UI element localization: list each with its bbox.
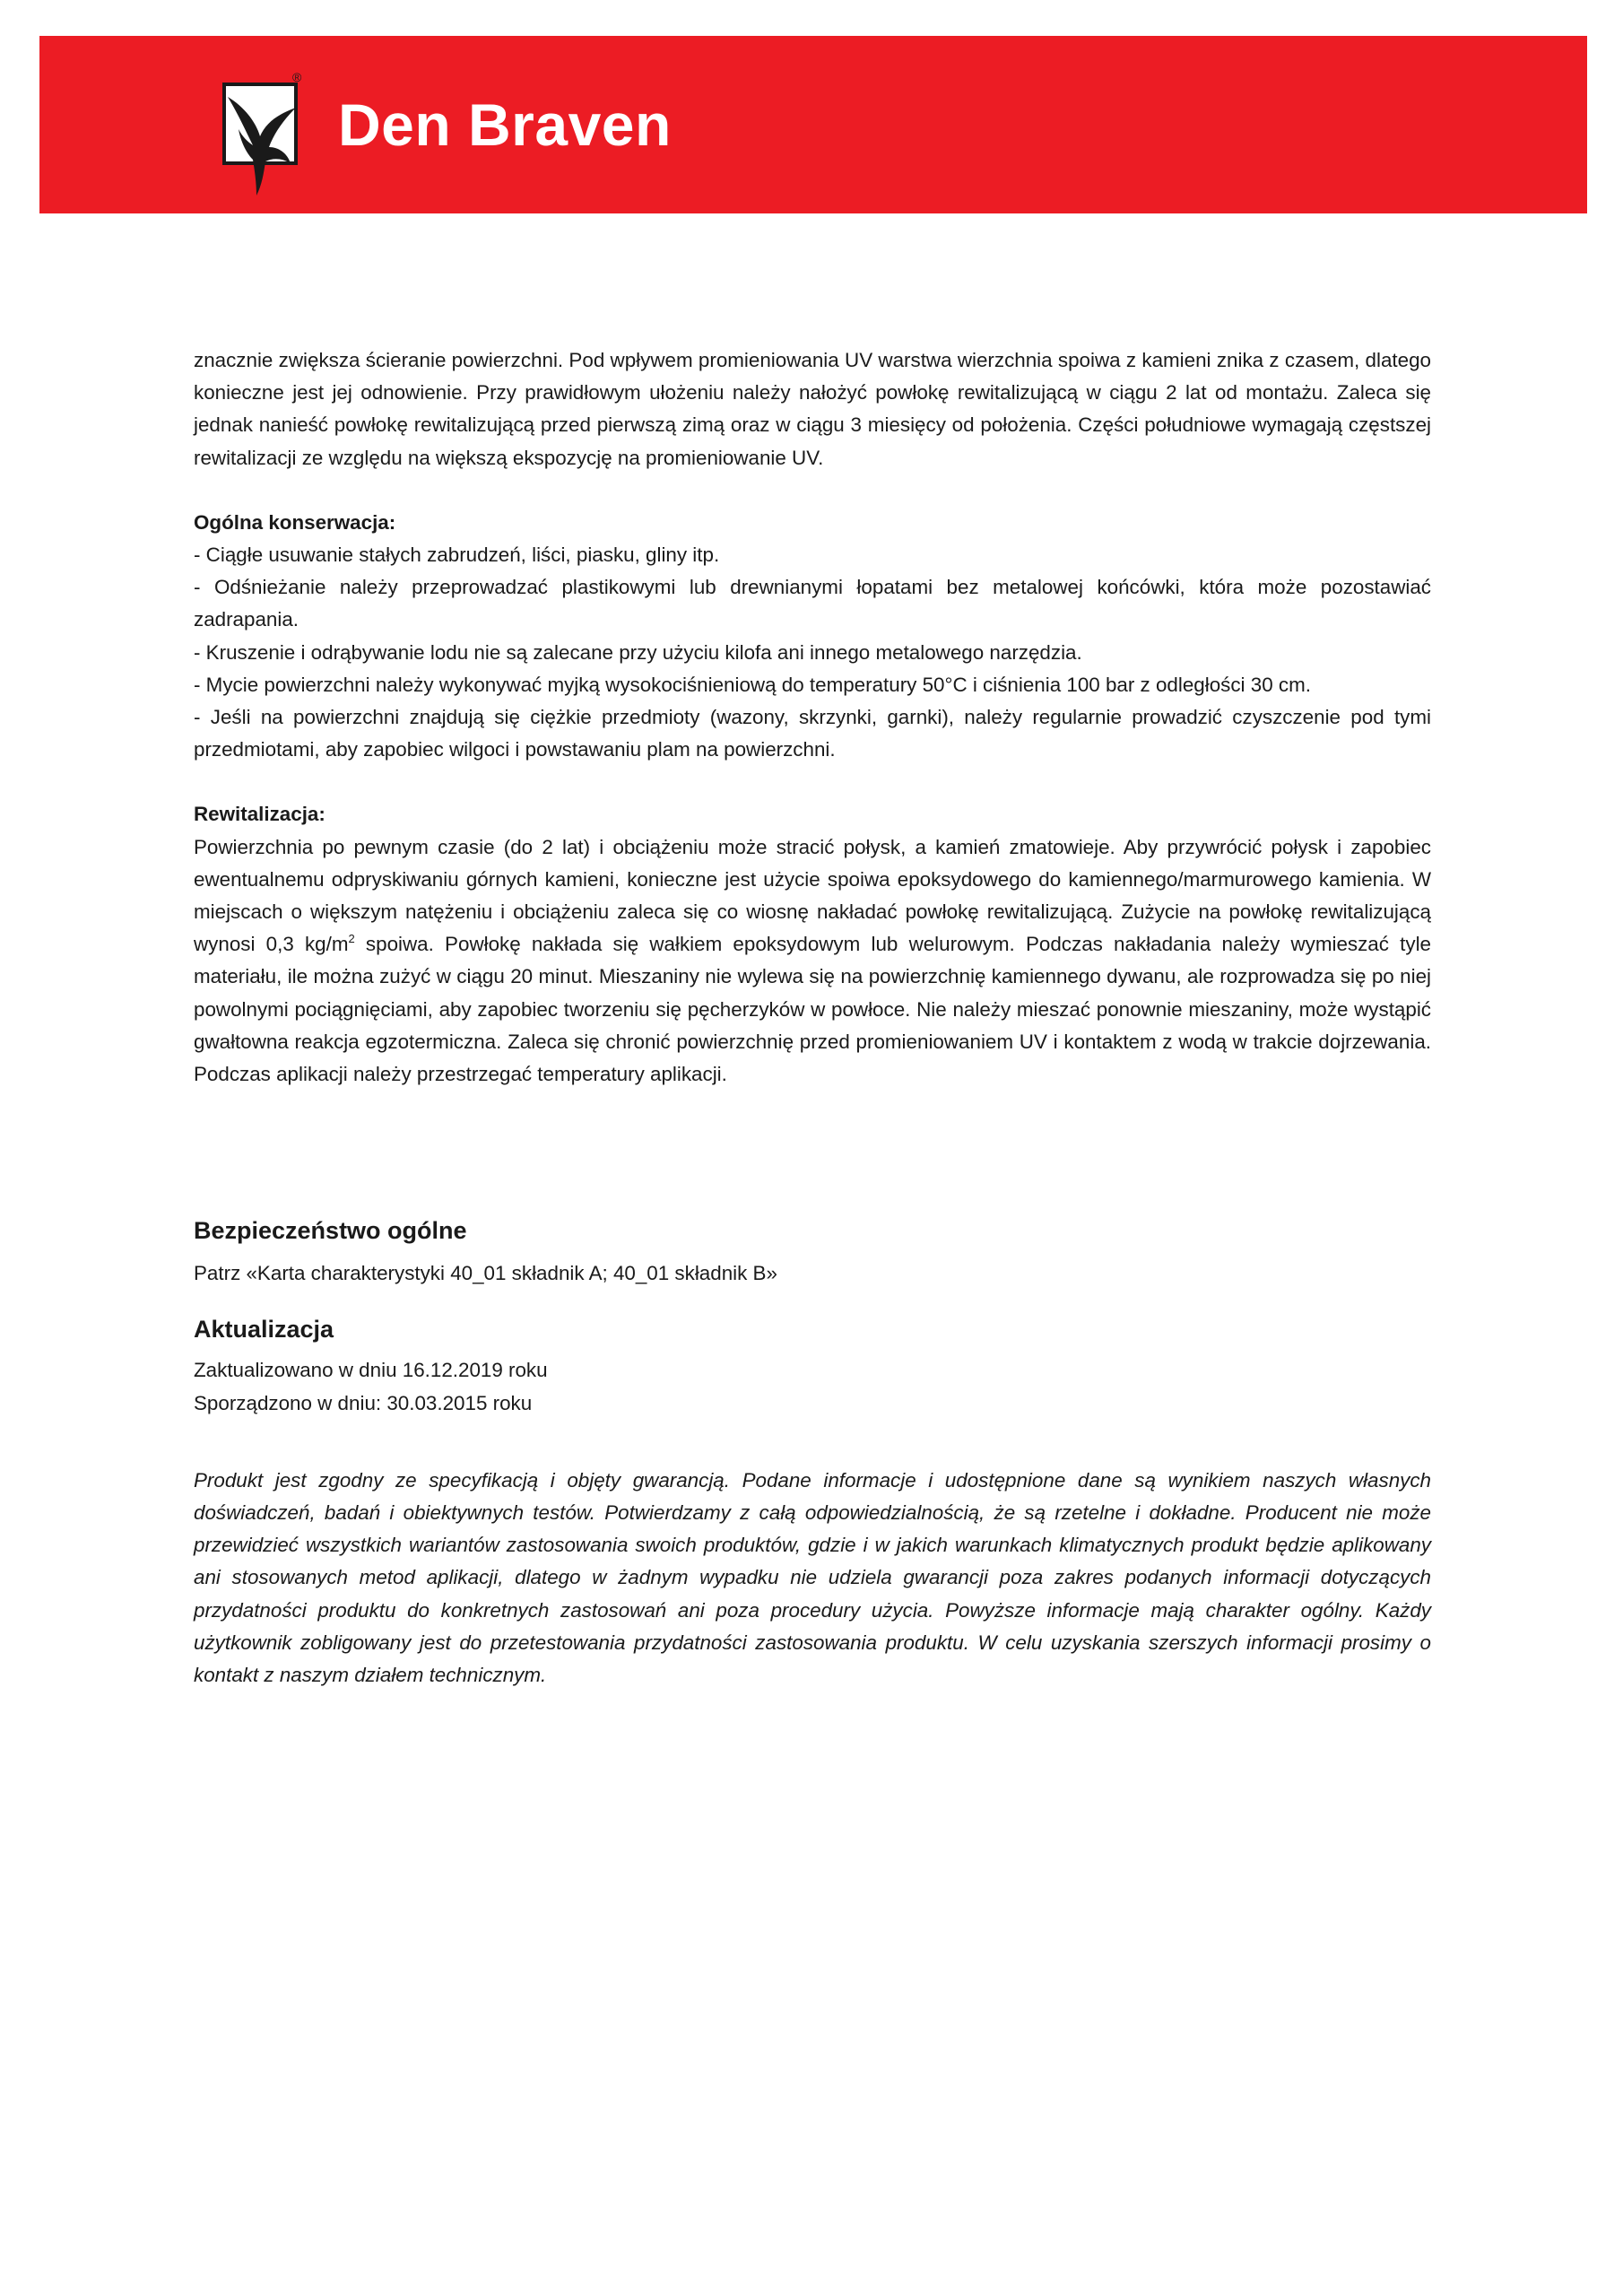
revitalization-title: Rewitalizacja:: [194, 803, 325, 826]
disclaimer: Produkt jest zgodny ze specyfikacją i objęty gwarancją. Podane informacje i udostępnione dane są wynikiem naszych własnych doświadczeń, badań i obiektywnych testów. Potwierdzamy z całą odpowiedzialnością, że są rzetelne i dokładne. Producent nie może przewidzieć wszystkich wariantów zastosowania swoich produktów, gdzie i w jakich warunkach klimatycznych produkt będzie aplikowany ani stosowanych metod aplikacji, dlatego w żadnym wypadku nie udziela gwarancji poza zakres podanych informacji dotyczących przydatności produktu do konkretnych zastosowań ani poza procedury użycia. Powyższe informacje mają charakter ogólny. Każdy użytkownik zobligowany jest do przetestowania przydatności zastosowania produktu. W celu uzyskania szerszych informacji prosimy o kontakt z naszym działem technicznym.: [194, 1468, 1431, 1687]
registered-mark: ®: [292, 70, 302, 84]
list-item: - Ciągłe usuwanie stałych zabrudzeń, liści, piasku, gliny itp.: [194, 544, 720, 567]
document-body: [194, 344, 1431, 1692]
revitalization-text-2: spoiwa. Powłokę nakłada się wałkiem epoksydowym lub welurowym. Podczas nakładania należy wymieszać tyle materiału, ile można zużyć w ciągu 20 minut. Mieszaniny nie wylewa się na powierzchnię kamiennego dywanu, ale rozprowadza się po niej powolnymi pociągnięciami, aby zapobiec tworzeniu się pęcherzyków w powłoce. Nie należy mieszać ponownie mieszaniny, może wystąpić gwałtowna reakcja egzotermiczna. Zaleca się chronić powierzchnię przed promieniowaniem UV i kontaktem z wodą w trakcie dojrzewania. Podczas aplikacji należy przestrzegać temperatury aplikacji.: [194, 933, 1432, 1086]
safety-text: Patrz «Karta charakterystyki 40_01 składnik A; 40_01 składnik B»: [194, 1262, 777, 1285]
list-item: - Jeśli na powierzchni znajdują się ciężkie przedmioty (wazony, skrzynki, garnki), należy regularnie prowadzić czyszczenie pod tymi przedmiotami, aby zapobiec wilgoci i powstawaniu plam na powierzchni.: [194, 706, 1431, 761]
intro-paragraph: znacznie zwiększa ścieranie powierzchni. Pod wpływem promieniowania UV warstwa wierzchnia spoiwa z kamieni znika z czasem, dlatego konieczne jest jej odnowienie. Przy prawidłowym ułożeniu należy nałożyć powłokę rewitalizującą w ciągu 2 lat od montażu. Zaleca się jednak nanieść powłokę rewitalizującą przed pierwszą zimą oraz w ciągu 3 miesięcy od położenia. Części południowe wymagają częstszej rewitalizacji ze względu na większą ekspozycję na promieniowanie UV.: [194, 349, 1431, 469]
prepared-date: Sporządzono w dniu: 30.03.2015 roku: [194, 1391, 533, 1414]
revitalization-text-1: Powierzchnia po pewnym czasie (do 2 lat) i obciążeniu może stracić połysk, a kamień zmatowieje. Aby przywrócić połysk i zapobiec ewentualnemu odpryskiwaniu górnych kamieni, konieczne jest użycie spoiwa epoksydowego do kamiennego/marmurowego kamienia. W miejscach o większym natężeniu i obciążeniu zaleca się co wiosnę nakładać powłokę rewitalizującą. Zużycie na powłokę rewitalizującą wynosi 0,3 kg/m: [194, 835, 1431, 956]
brand-name: Den Braven: [338, 91, 672, 158]
list-item: - Mycie powierzchni należy wykonywać myjką wysokociśnieniową do temperatury 50°C i ciśnienia 100 bar z odległości 30 cm.: [194, 673, 1311, 696]
list-item: - Odśnieżanie należy przeprowadzać plastikowymi lub drewnianymi łopatami bez metalowej końcówki, która może pozostawiać zadrapania.: [194, 576, 1431, 631]
superscript: 2: [348, 932, 355, 946]
logo: [222, 83, 298, 165]
update-title: Aktualizacja: [194, 1316, 334, 1344]
header-banner: [39, 36, 1587, 213]
maintenance-title: Ogólna konserwacja:: [194, 510, 396, 534]
swallow-icon: [219, 81, 308, 197]
list-item: - Kruszenie i odrąbywanie lodu nie są zalecane przy użyciu kilofa ani innego metalowego narzędzia.: [194, 640, 1082, 664]
revitalization-paragraph: [194, 831, 1431, 1091]
safety-title: Bezpieczeństwo ogólne: [194, 1217, 467, 1245]
updated-date: Zaktualizowano w dniu 16.12.2019 roku: [194, 1359, 548, 1382]
